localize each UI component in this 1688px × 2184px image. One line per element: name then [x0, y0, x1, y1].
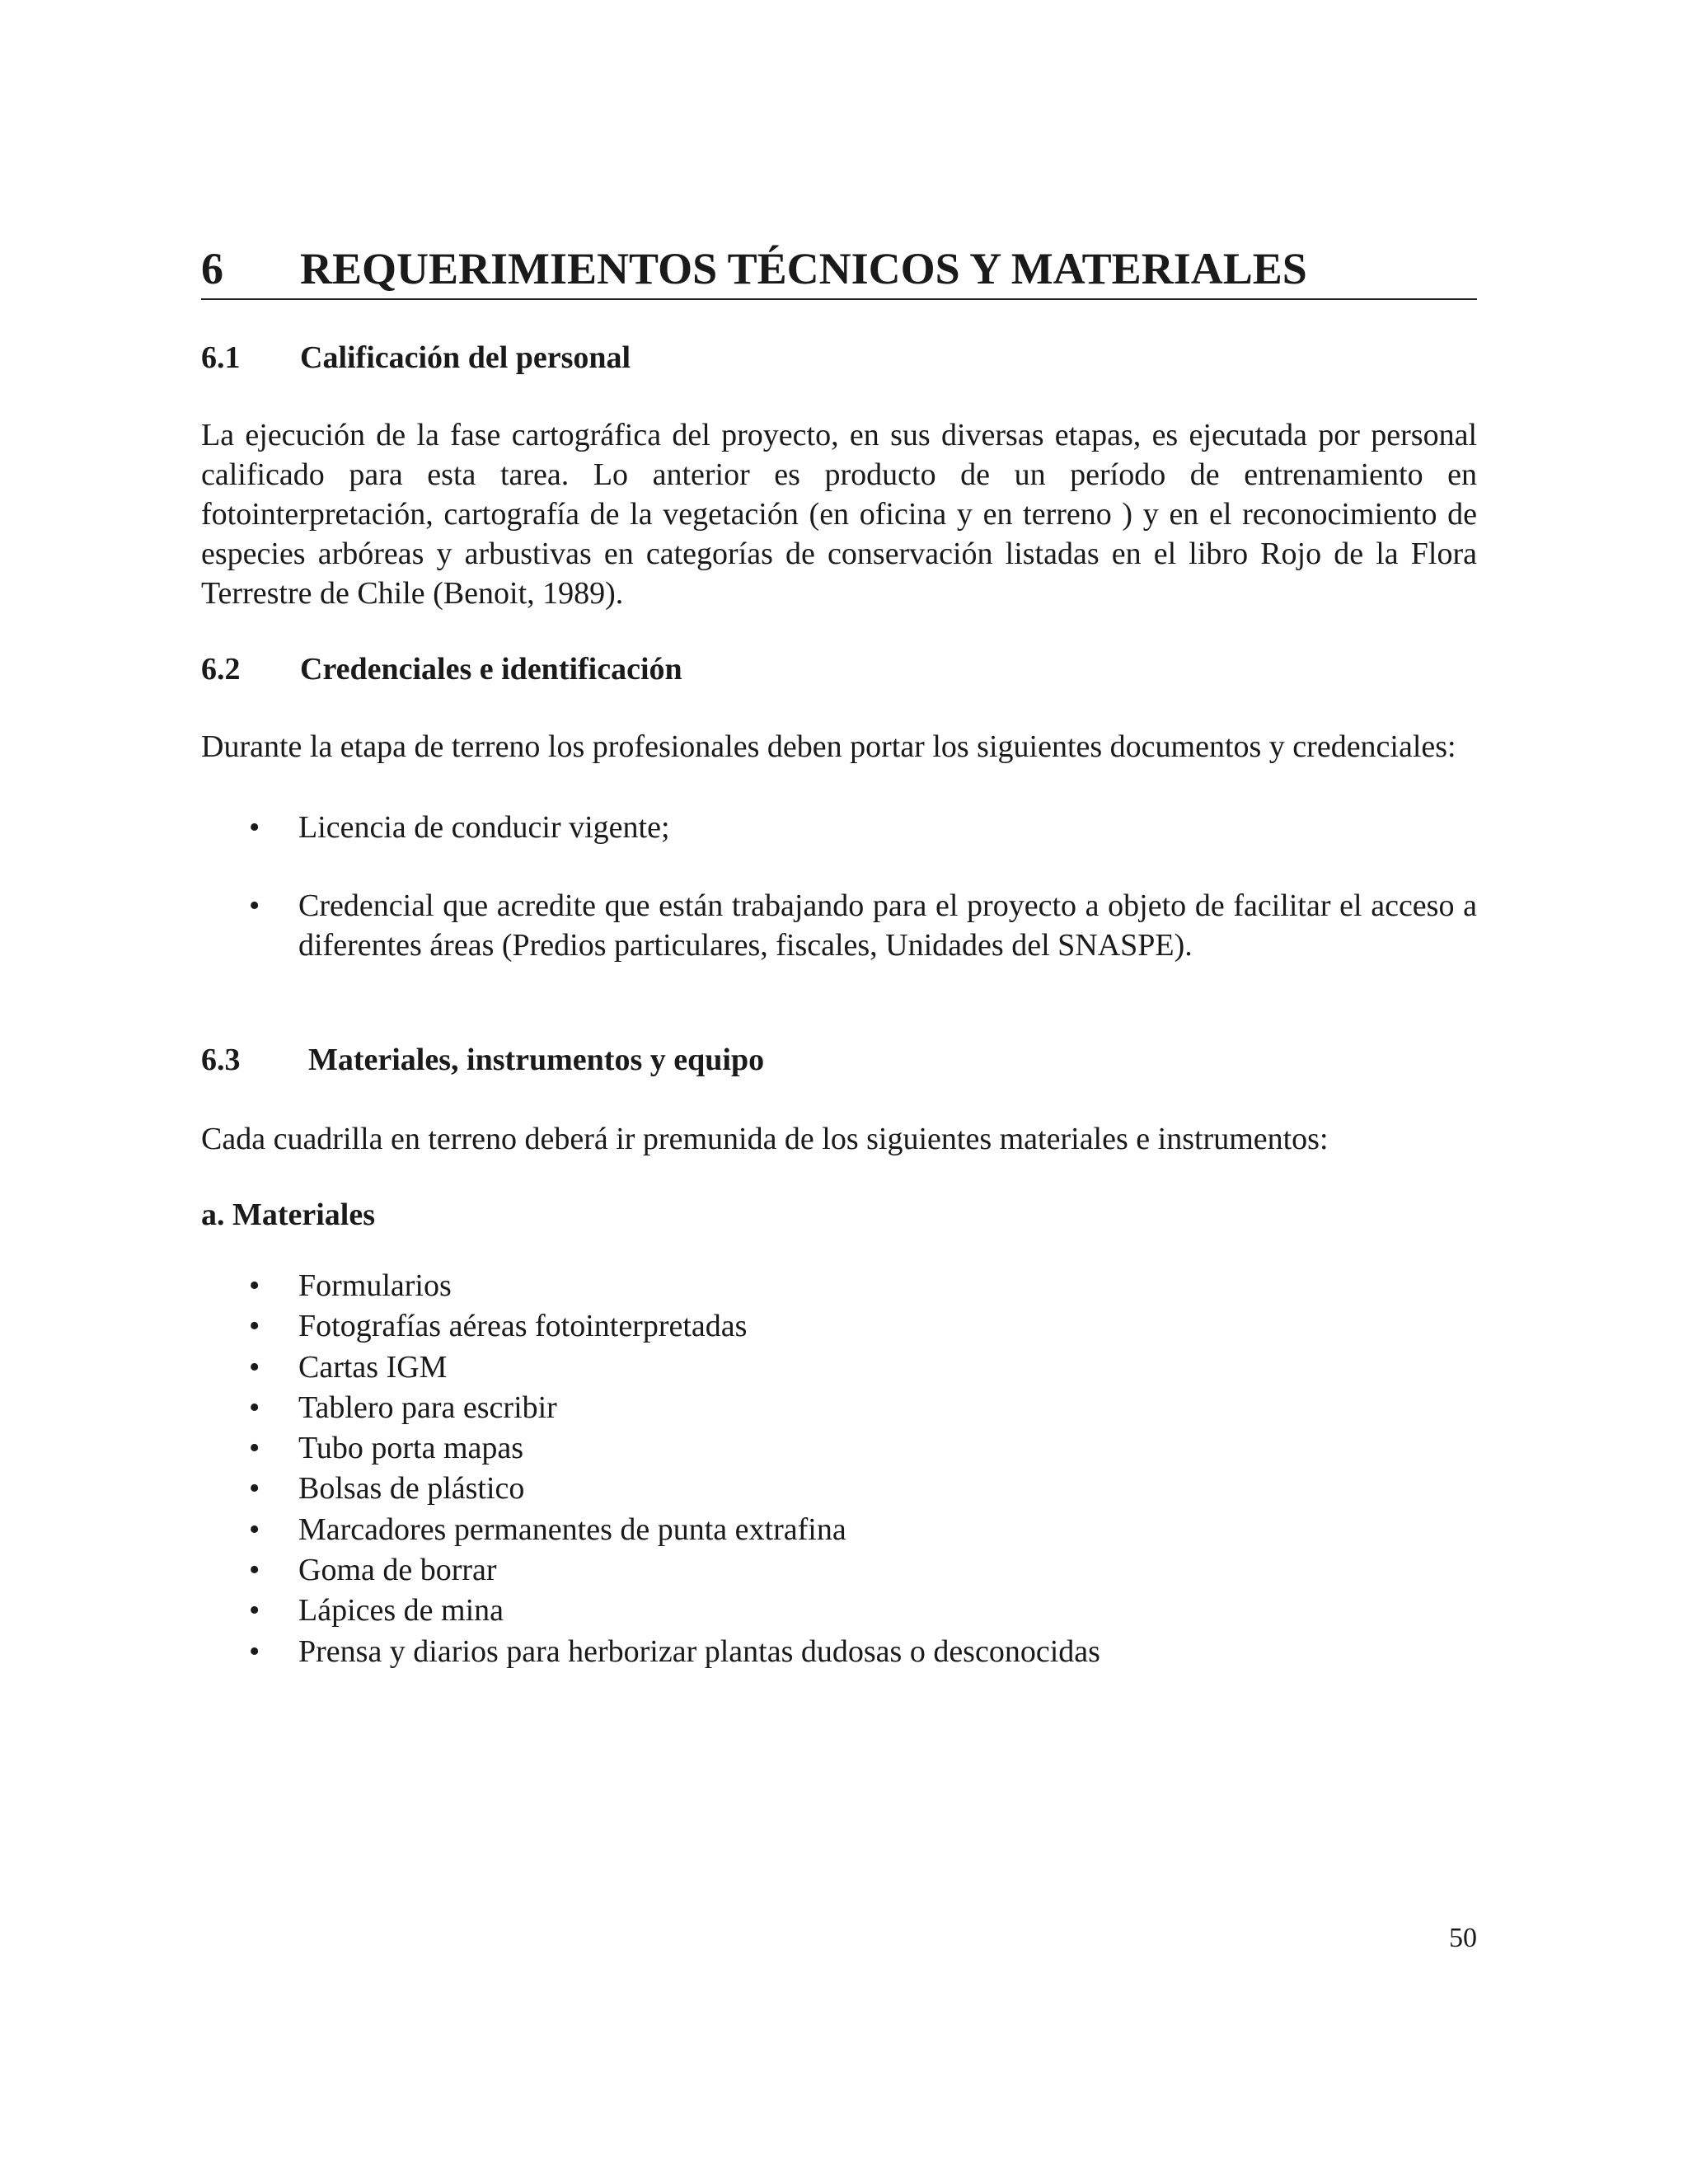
bullet-icon: • — [249, 1349, 260, 1385]
bullet-icon: • — [249, 1553, 260, 1588]
list-item-text: Tubo porta mapas — [298, 1431, 524, 1466]
list-item-text: Tablero para escribir — [298, 1390, 557, 1425]
list-item-text: Goma de borrar — [298, 1553, 497, 1588]
list-item-text: Licencia de conducir vigente; — [298, 810, 670, 845]
materials-list — [201, 1266, 1477, 1672]
list-item — [201, 1632, 1477, 1672]
chapter-heading — [201, 239, 1477, 300]
list-item-text: Marcadores permanentes de punta extrafina — [298, 1511, 846, 1547]
list-item — [201, 1550, 1477, 1591]
list-item-text: Fotografías aéreas fotointerpretadas — [298, 1309, 748, 1344]
section-intro-6-2: Durante la etapa de terreno los profesionales deben portar los siguientes documentos y credenciales: — [201, 729, 1456, 764]
bullet-icon: • — [249, 888, 260, 923]
bullet-icon: • — [249, 810, 260, 845]
list-item-text: Prensa y diarios para herborizar plantas dudosas o desconocidas — [298, 1633, 1100, 1669]
section-number: 6.3 — [201, 1043, 241, 1077]
list-item — [201, 1266, 1477, 1306]
section-title: Credenciales e identificación — [300, 652, 682, 687]
section-number: 6.2 — [201, 652, 241, 687]
list-item — [201, 1591, 1477, 1631]
materials-subheading: a. Materiales — [201, 1197, 376, 1232]
list-item-text: Cartas IGM — [298, 1349, 448, 1385]
chapter-number: 6 — [201, 244, 223, 293]
bullet-icon: • — [249, 1431, 260, 1466]
list-item — [201, 1306, 1477, 1347]
list-item — [201, 1469, 1477, 1509]
bullet-icon: • — [249, 1593, 260, 1629]
list-item-text: Lápices de mina — [298, 1593, 504, 1629]
section-intro-6-3: Cada cuadrilla en terreno deberá ir premunida de los siguientes materiales e instrumentos: — [201, 1122, 1329, 1156]
list-item — [201, 1347, 1477, 1388]
bullet-icon: • — [249, 1268, 260, 1303]
list-item-text: Bolsas de plástico — [298, 1471, 525, 1507]
section-title: Calificación del personal — [300, 340, 631, 375]
bullet-icon: • — [249, 1390, 260, 1425]
bullet-icon: • — [249, 1511, 260, 1547]
section-number: 6.1 — [201, 340, 241, 375]
list-item-text: Formularios — [298, 1268, 452, 1303]
list-item-text: Credencial que acredite que están trabajando para el proyecto a objeto de facilitar el acceso a diferentes áreas (Predios particulares, fiscales, Unidades del SNASPE). — [298, 888, 1477, 963]
bullet-icon: • — [249, 1471, 260, 1507]
list-item — [201, 1388, 1477, 1428]
list-item — [201, 1510, 1477, 1550]
list-item — [201, 1428, 1477, 1469]
bullet-icon: • — [249, 1309, 260, 1344]
page-number: 50 — [1449, 1923, 1477, 1953]
bullet-icon: • — [249, 1633, 260, 1669]
section-paragraph-6-1: La ejecución de la fase cartográfica del proyecto, en sus diversas etapas, es ejecutada por personal calificado para esta tarea. Lo anterior es producto de un período de entrenamiento en fotointerpretación, cartografía de la vegetación (en oficina y en terreno ) y en el reconocimiento de especies arbóreas y arbustivas en categorías de conservación listadas en el libro Rojo de la Flora Terrestre de Chile (Benoit, 1989). — [201, 418, 1477, 611]
section-title: Materiales, instrumentos y equipo — [308, 1043, 765, 1077]
chapter-title: REQUERIMIENTOS TÉCNICOS Y MATERIALES — [300, 244, 1307, 293]
